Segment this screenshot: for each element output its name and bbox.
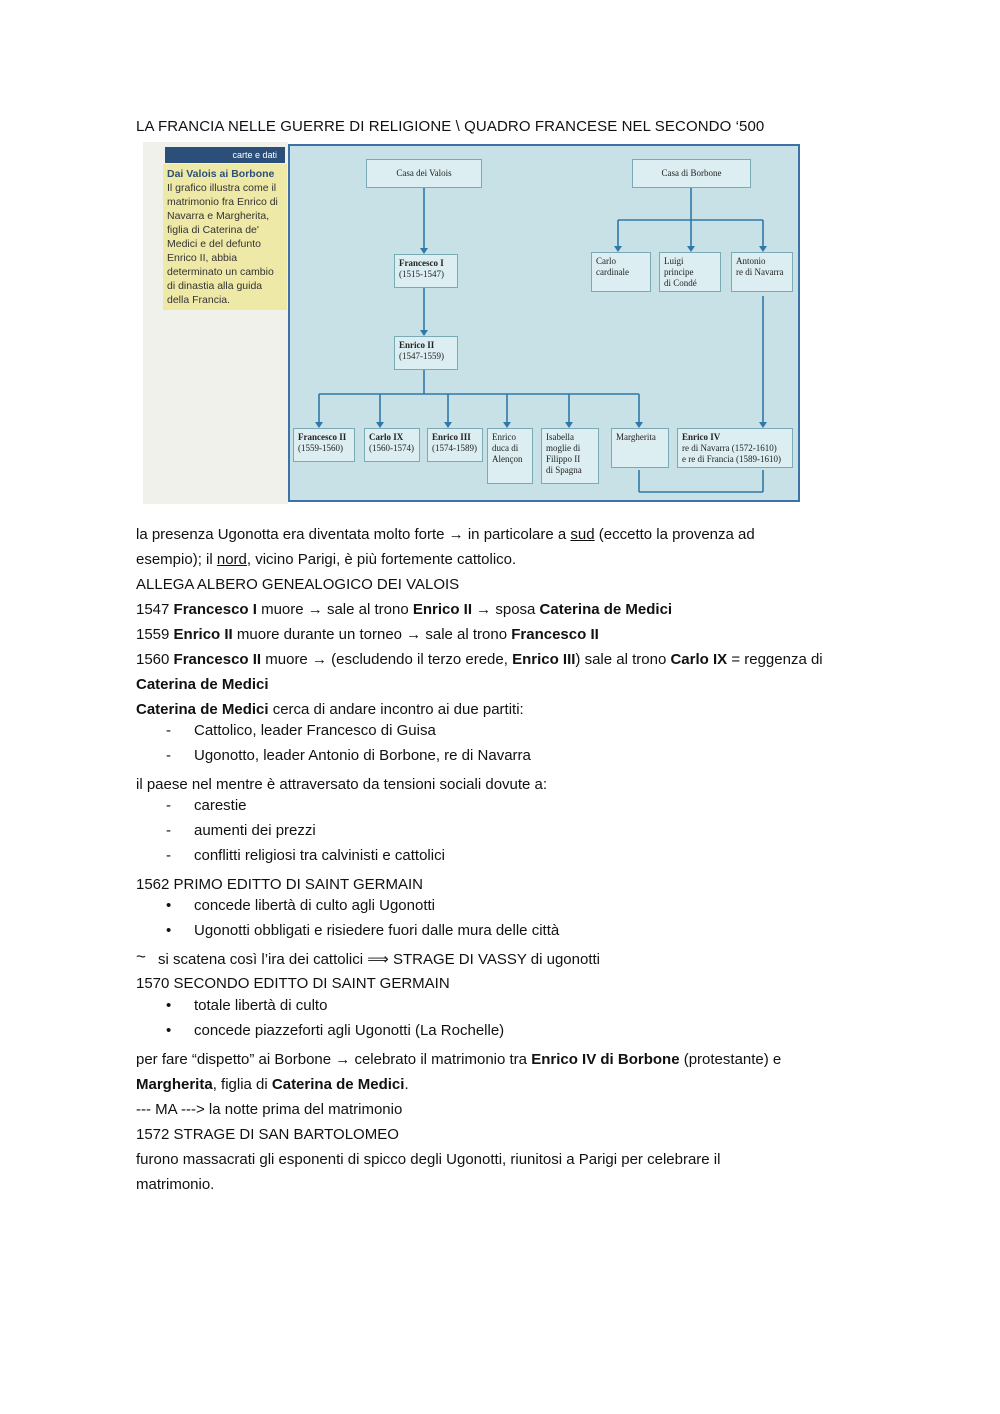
paragraph-line-11: si scatena così l’ira dei cattolici ⟹ STRAGE DI VASSY di ugonotti (158, 951, 600, 968)
margherita-name: Margherita (616, 432, 656, 442)
node-enrico-3 (427, 428, 483, 462)
node-francesco-2 (293, 428, 355, 462)
carlo-9-name: Carlo IX (369, 432, 404, 442)
paragraph-line-14: Margherita, figlia di Caterina de Medici. (136, 1076, 409, 1093)
alencon-l3: Alençon (492, 454, 523, 464)
carlo-cardinale-l2: cardinale (596, 267, 629, 277)
paragraph-line-17: furono massacrati gli esponenti di spicco degli Ugonotti, riunitosi a Parigi per celebrare il (136, 1151, 721, 1168)
figure-header: carte e dati (165, 147, 285, 163)
dash-marker: - (166, 747, 171, 764)
enrico-3-name: Enrico III (432, 432, 471, 442)
node-margherita (611, 428, 669, 468)
node-casa-valois-label: Casa dei Valois (396, 168, 452, 178)
node-enrico-alencon (487, 428, 533, 484)
paragraph-line-12: 1570 SECONDO EDITTO DI SAINT GERMAIN (136, 975, 450, 992)
node-carlo-9 (364, 428, 420, 462)
luigi-l3: di Condé (664, 278, 697, 288)
antonio-l2: re di Navarra (736, 267, 784, 277)
bullet-marker: • (166, 897, 172, 914)
node-isabella (541, 428, 599, 484)
paragraph-line-16: 1572 STRAGE DI SAN BARTOLOMEO (136, 1126, 399, 1143)
isabella-l2: moglie di (546, 443, 581, 453)
node-enrico-2 (394, 336, 458, 370)
paragraph-line-15: --- MA ---> la notte prima del matrimonio (136, 1101, 403, 1118)
carlo-9-dates: (1560-1574) (369, 443, 414, 453)
antonio-l1: Antonio (736, 256, 766, 266)
list-item: carestie (194, 797, 247, 814)
list-item: Ugonotti obbligati e risiedere fuori dalle mura delle città (194, 922, 560, 939)
list-item: totale libertà di culto (194, 997, 328, 1014)
note-title: Dai Valois ai Borbone (167, 168, 275, 180)
bullet-marker: • (166, 1022, 172, 1039)
enrico-3-dates: (1574-1589) (432, 443, 477, 453)
paragraph-line-1: la presenza Ugonotta era diventata molto forte → in particolare a sud (eccetto la provenza ad (136, 526, 755, 543)
dash-marker: - (166, 797, 171, 814)
francesco-1-dates: (1515-1547) (399, 269, 444, 279)
luigi-l1: Luigi (664, 256, 684, 266)
alencon-l2: duca di (492, 443, 519, 453)
double-arrow-icon: ⟹ (367, 951, 389, 968)
paragraph-line-2: esempio); il nord, vicino Parigi, è più fortemente cattolico. (136, 551, 517, 568)
dash-marker: - (166, 822, 171, 839)
tilde-marker: ~ (136, 947, 146, 966)
node-casa-borbone-label: Casa di Borbone (661, 168, 722, 178)
node-casa-borbone (632, 159, 751, 188)
node-casa-valois (366, 159, 482, 188)
figure-sidebar (143, 142, 288, 504)
francesco-2-name: Francesco II (298, 432, 347, 442)
paragraph-line-6: 1560 Francesco II muore → (escludendo il terzo erede, Enrico III) sale al trono Carlo IX = reggenza di (136, 651, 823, 668)
node-carlo-cardinale (591, 252, 651, 292)
enrico-4-l1: re di Navarra (1572-1610) (682, 443, 777, 453)
luigi-l2: principe (664, 267, 694, 277)
francesco-1-name: Francesco I (399, 258, 444, 268)
dash-marker: - (166, 847, 171, 864)
list-item: Ugonotto, leader Antonio di Borbone, re di Navarra (194, 747, 531, 764)
paragraph-line-5: 1559 Enrico II muore durante un torneo → sale al trono Francesco II (136, 626, 599, 643)
figure-note (163, 164, 287, 310)
isabella-l1: Isabella (546, 432, 574, 442)
node-luigi-conde (659, 252, 721, 292)
paragraph-line-8: Caterina de Medici cerca di andare incontro ai due partiti: (136, 701, 524, 718)
node-antonio-navarra (731, 252, 793, 292)
francesco-2-dates: (1559-1560) (298, 443, 343, 453)
list-item: conflitti religiosi tra calvinisti e cattolici (194, 847, 445, 864)
paragraph-line-3: ALLEGA ALBERO GENEALOGICO DEI VALOIS (136, 576, 460, 593)
bullet-marker: • (166, 922, 172, 939)
paragraph-line-18: matrimonio. (136, 1176, 215, 1193)
dash-marker: - (166, 722, 171, 739)
paragraph-line-10: 1562 PRIMO EDITTO DI SAINT GERMAIN (136, 876, 424, 893)
enrico-4-l2: e re di Francia (1589-1610) (682, 454, 781, 464)
list-item: Cattolico, leader Francesco di Guisa (194, 722, 436, 739)
enrico-2-dates: (1547-1559) (399, 351, 444, 361)
list-item: concede libertà di culto agli Ugonotti (194, 897, 435, 914)
paragraph-line-9: il paese nel mentre è attraversato da tensioni sociali dovute a: (136, 776, 548, 793)
alencon-l1: Enrico (492, 432, 516, 442)
node-francesco-1 (394, 254, 458, 288)
node-enrico-4 (677, 428, 793, 468)
isabella-l3: Filippo II (546, 454, 581, 464)
paragraph-line-7: Caterina de Medici (136, 676, 269, 693)
carlo-cardinale-l1: Carlo (596, 256, 616, 266)
list-item: concede piazzeforti agli Ugonotti (La Rochelle) (194, 1022, 505, 1039)
enrico-4-name: Enrico IV (682, 432, 721, 442)
bullet-marker: • (166, 997, 172, 1014)
page-title: LA FRANCIA NELLE GUERRE DI RELIGIONE \ QUADRO FRANCESE NEL SECONDO ‘500 (136, 118, 765, 135)
note-text: Il grafico illustra come il matrimonio fra Enrico di Navarra e Margherita, figlia di Caterina de' Medici e del defunto Enrico II, abbia determinato un cambio di dinastia alla guida della Francia. (167, 182, 278, 306)
list-item: aumenti dei prezzi (194, 822, 316, 839)
paragraph-line-4: 1547 Francesco I muore → sale al trono Enrico II → sposa Caterina de Medici (136, 601, 673, 618)
genealogy-figure (143, 142, 803, 504)
isabella-l4: di Spagna (546, 465, 582, 475)
enrico-2-name: Enrico II (399, 340, 435, 350)
paragraph-line-13: per fare “dispetto” ai Borbone → celebrato il matrimonio tra Enrico IV di Borbone (protestante) e (136, 1051, 782, 1068)
